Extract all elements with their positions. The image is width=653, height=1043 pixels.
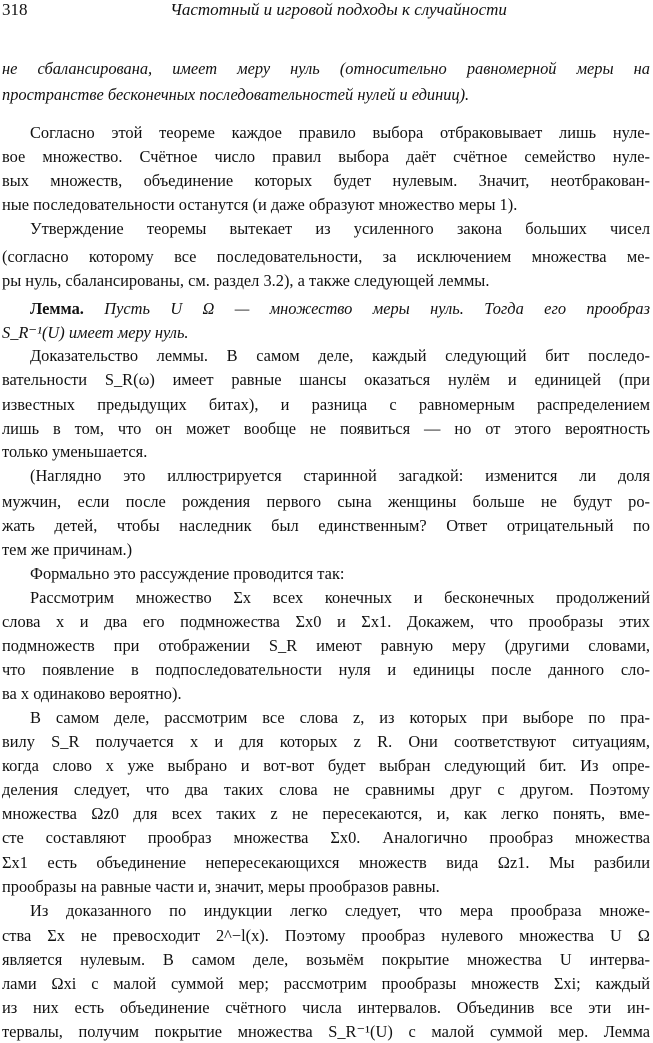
text-line: вательности S_R(ω) имеет равные шансы оказаться нулём и единицей (при [2, 370, 650, 389]
text-line: жать детей, чтобы наследник был единственным? Ответ отрицательный по [2, 516, 650, 535]
text-line: известных предыдущих битах), и разница с равномерным распределением [2, 395, 650, 414]
text-line: подмножеств при отображении S_R имеют равную меру (другими словами, [2, 636, 650, 655]
text-line: Σx1 есть объединение непересекающихся множеств вида Ωz1. Мы разбили [2, 853, 650, 872]
text-line: Из доказанного по индукции легко следует, что мера прообраза множе- [30, 901, 650, 920]
lemma-label: Лемма. [30, 299, 84, 318]
text-line: Согласно этой теореме каждое правило выбора отбраковывает лишь нуле- [30, 123, 650, 142]
text-line: Доказательство леммы. В самом деле, каждый следующий бит последо- [30, 346, 650, 365]
text-line: не сбалансирована, имеет меру нуль (относительно равномерной меры на [2, 59, 650, 78]
text-line: ства Σx не превосходит 2^−l(x). Поэтому прообраз нулевого множества U Ω [2, 926, 650, 945]
text-line: является нулевым. В самом деле, возьмём покрытие множества U интерва- [2, 950, 650, 969]
text-line: ры нуль, сбалансированы, см. раздел 3.2), а также следующей леммы. [2, 271, 490, 290]
text-line: сте составляют прообраз множества Σx0. Аналогично прообраз множества [2, 828, 650, 847]
running-header [0, 0, 653, 24]
text-line: пространстве бесконечных последовательностей нулей и единиц). [2, 85, 470, 104]
text-line: когда слово x уже выбрано и вот-вот будет выбран следующий бит. Из опре- [2, 756, 650, 775]
text-line: Лемма. Пусть U Ω — множество меры нуль. Тогда его прообраз [30, 299, 650, 318]
text-line: вых множеств, объединение которых будет нулевым. Значит, неотбракован- [2, 171, 650, 190]
text-line: мужчин, если после рождения первого сына женщины больше не будут ро- [2, 492, 650, 511]
text-line: слова x и два его подмножества Σx0 и Σx1. Докажем, что прообразы этих [2, 612, 650, 631]
page-number: 318 [2, 0, 28, 19]
text-line: тем же причинам.) [2, 540, 133, 559]
text-line: Формально это рассуждение проводится так: [30, 564, 345, 583]
text-line: (согласно которому все последовательности, за исключением множества ме- [2, 247, 650, 266]
text-line: тервалы, получим покрытие множества S_R⁻¹(U) с малой суммой мер. Лемма [2, 1022, 650, 1041]
running-title: Частотный и игровой подходы к случайности [170, 0, 507, 19]
text-line: деления следует, что два таких слова не сравнимы друг с другом. Поэтому [2, 780, 650, 799]
text-line: В самом деле, рассмотрим все слова z, из которых при выборе по пра- [30, 708, 650, 727]
text-line: (Наглядно это иллюстрируется старинной загадкой: изменится ли доля [30, 466, 650, 485]
text-line: лами Ωxi с малой суммой мер; рассмотрим прообразы множеств Σxi; каждый [2, 974, 650, 993]
text-line: лишь в том, что он может вообще не появиться — но от этого вероятность [2, 419, 650, 438]
text-line: что появление в подпоследовательности нуля и единицы после данного сло- [2, 660, 650, 679]
text-line: только уменьшается. [2, 442, 148, 461]
text-line: вое множество. Счётное число правил выбора даёт счётное семейство нуле- [2, 147, 650, 166]
text-line: из них есть объединение счётного числа интервалов. Объединив все эти ин- [2, 998, 650, 1017]
text-line: S_R⁻¹(U) имеет меру нуль. [2, 323, 189, 342]
text-line: множества Ωz0 для всех таких z не пересекаются, и, как легко понять, вме- [2, 804, 650, 823]
text-line: Утверждение теоремы вытекает из усиленного закона больших чисел [30, 219, 650, 238]
text-line: ные последовательности останутся (и даже образуют множество меры 1). [2, 195, 518, 214]
text-line: ва x одинаково вероятно). [2, 684, 182, 703]
text-line: прообразы на равные части и, значит, меры прообразов равны. [2, 877, 440, 896]
text-line: Рассмотрим множество Σx всех конечных и бесконечных продолжений [30, 588, 650, 607]
text-line: вилу S_R получается x и для которых z R. Они соответствуют ситуациям, [2, 732, 650, 751]
